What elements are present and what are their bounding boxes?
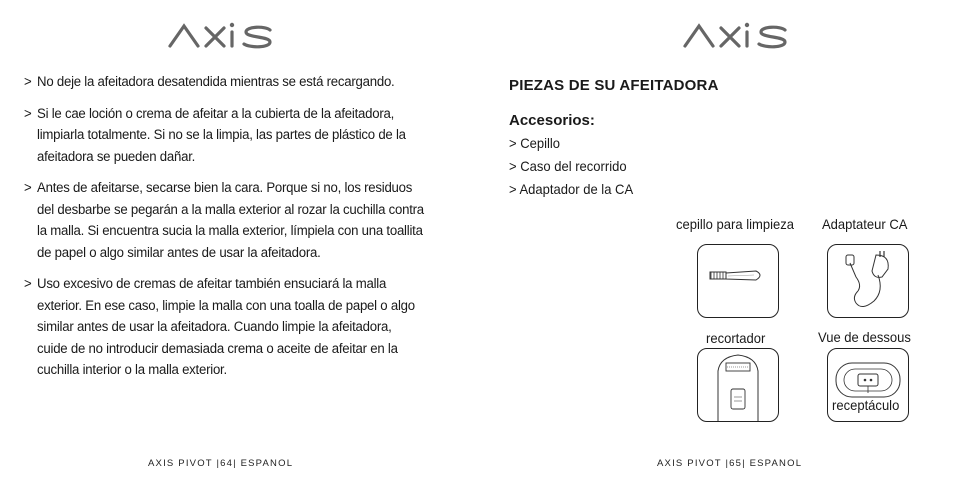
adapter-label: Adaptateur CA bbox=[822, 216, 908, 232]
bullet-text: Si le cae loción o crema de afeitar a la cubierta de la afeitadora, limpiarla totalmente. Si no se la limpia, las partes de plástico de la afeitadora se pueden dañar. bbox=[37, 105, 406, 165]
bullet-item bbox=[24, 274, 424, 382]
bullet-marker: > bbox=[24, 276, 32, 292]
bullet-marker: > bbox=[24, 74, 32, 90]
accessories-list bbox=[509, 132, 633, 201]
bullet-marker: > bbox=[24, 180, 32, 196]
bottom-view-figure bbox=[827, 348, 909, 422]
bullet-text: Antes de afeitarse, secarse bien la cara. Porque si no, los residuos del desbarbe se pegarán a la malla exterior al rozar la cuchilla contra la malla. Si encuentra sucia la malla exterior, límpiela con una toallita de papel o algo similar antes de usar la afeitadora. bbox=[37, 180, 424, 261]
accessory-item: > Cepillo bbox=[509, 135, 561, 151]
axis-logo bbox=[166, 18, 276, 52]
trimmer-label: recortador bbox=[706, 330, 766, 346]
axis-logo bbox=[681, 18, 791, 52]
section-heading: PIEZAS DE SU AFEITADORA bbox=[509, 77, 719, 94]
bullet-item bbox=[24, 178, 424, 264]
bullet-item bbox=[24, 72, 424, 94]
trimmer-icon bbox=[698, 349, 778, 421]
accessory-item: > Caso del recorrido bbox=[509, 158, 627, 174]
bullet-item bbox=[24, 104, 424, 169]
warning-bullet-list bbox=[24, 72, 424, 392]
ac-adapter-icon bbox=[828, 245, 908, 317]
socket-label: receptáculo bbox=[832, 397, 900, 413]
page-footer: AXIS PIVOT |65| ESPANOL bbox=[657, 458, 803, 469]
bottom-view-label: Vue de dessous bbox=[818, 329, 911, 345]
right-page bbox=[477, 0, 954, 477]
accessories-heading: Accesorios: bbox=[509, 112, 595, 129]
brush-label: cepillo para limpieza bbox=[676, 216, 794, 232]
cleaning-brush-icon bbox=[698, 245, 778, 317]
trimmer-figure bbox=[697, 348, 779, 422]
bullet-marker: > bbox=[24, 105, 32, 122]
brush-figure bbox=[697, 244, 779, 318]
accessory-item: > Adaptador de la CA bbox=[509, 181, 634, 197]
page-footer: AXIS PIVOT |64| ESPANOL bbox=[148, 458, 294, 469]
bullet-text: No deje la afeitadora desatendida mientras se está recargando. bbox=[37, 74, 395, 90]
bullet-text: Uso excesivo de cremas de afeitar también ensuciará la malla exterior. En ese caso, limpie la malla con una toalla de papel o algo similar antes de usar la afeitadora. Cuando limpie la afeitadora, cuide de no introducir demasiada crema o aceite de afeitar en la cuchilla interior o la malla exterior. bbox=[37, 276, 415, 378]
adapter-figure bbox=[827, 244, 909, 318]
